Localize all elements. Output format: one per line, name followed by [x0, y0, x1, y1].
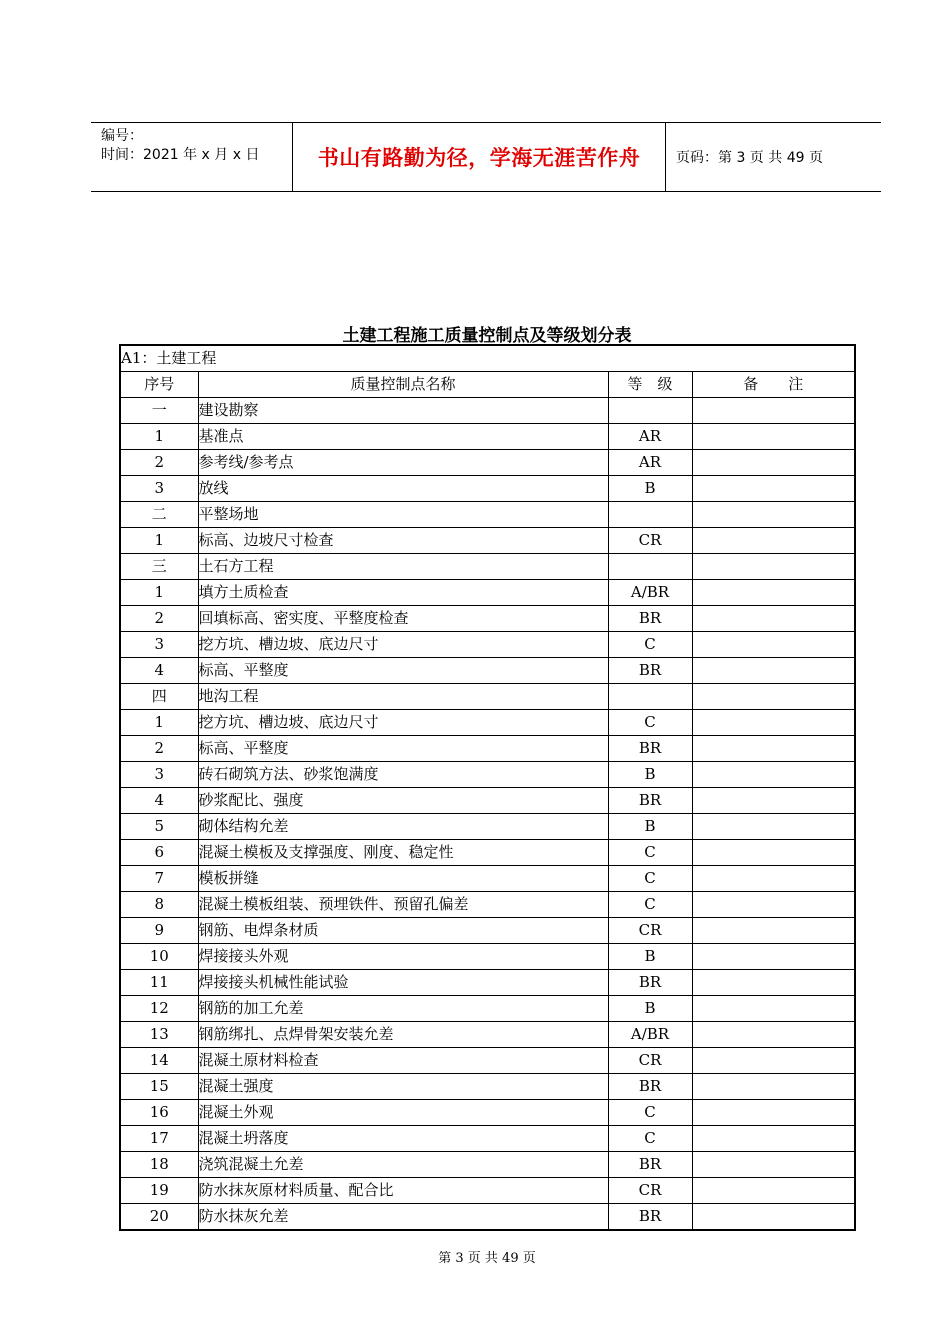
row-number: 11 [120, 970, 198, 996]
row-number: 13 [120, 1022, 198, 1048]
row-name: 混凝土模板组装、预埋铁件、预留孔偏差 [198, 892, 608, 918]
row-name: 挖方坑、槽边坡、底边尺寸 [198, 710, 608, 736]
table-row [120, 814, 855, 840]
row-remark [692, 736, 855, 762]
row-grade: BR [608, 1074, 692, 1100]
row-grade: C [608, 632, 692, 658]
table-row [120, 1178, 855, 1204]
table-row [120, 840, 855, 866]
row-name: 模板拼缝 [198, 866, 608, 892]
row-number: 2 [120, 606, 198, 632]
row-grade: B [608, 762, 692, 788]
row-number: 2 [120, 450, 198, 476]
row-name: 标高、平整度 [198, 658, 608, 684]
row-name: 基准点 [198, 424, 608, 450]
row-name: 地沟工程 [198, 684, 608, 710]
row-remark [692, 398, 855, 424]
row-remark [692, 710, 855, 736]
row-name: 砖石砌筑方法、砂浆饱满度 [198, 762, 608, 788]
page-header [91, 122, 881, 192]
row-name: 填方土质检查 [198, 580, 608, 606]
row-grade: BR [608, 1204, 692, 1231]
column-header-grade: 等 级 [608, 372, 692, 398]
document-title: 土建工程施工质量控制点及等级划分表 [342, 326, 632, 346]
column-header-row [120, 372, 855, 398]
row-remark [692, 424, 855, 450]
row-remark [692, 1126, 855, 1152]
row-name: 焊接接头外观 [198, 944, 608, 970]
table-row [120, 1022, 855, 1048]
row-name: 砌体结构允差 [198, 814, 608, 840]
table-row [120, 632, 855, 658]
row-name: 标高、平整度 [198, 736, 608, 762]
row-name: 放线 [198, 476, 608, 502]
row-remark [692, 658, 855, 684]
row-grade: C [608, 1126, 692, 1152]
table-row [120, 658, 855, 684]
row-number: 3 [120, 762, 198, 788]
row-number: 10 [120, 944, 198, 970]
row-remark [692, 450, 855, 476]
table-row [120, 606, 855, 632]
row-grade: CR [608, 1048, 692, 1074]
table-row [120, 866, 855, 892]
time-label: 时间：2021 年 x 月 x 日 [101, 147, 260, 163]
table-row [120, 528, 855, 554]
row-name: 钢筋、电焊条材质 [198, 918, 608, 944]
row-name: 混凝土强度 [198, 1074, 608, 1100]
row-name: 回填标高、密实度、平整度检查 [198, 606, 608, 632]
row-remark [692, 1152, 855, 1178]
row-remark [692, 762, 855, 788]
row-grade [608, 398, 692, 424]
table-row [120, 1126, 855, 1152]
row-grade: B [608, 476, 692, 502]
row-name: 标高、边坡尺寸检查 [198, 528, 608, 554]
table-row [120, 684, 855, 710]
table-row [120, 398, 855, 424]
row-number: 3 [120, 632, 198, 658]
row-grade: B [608, 814, 692, 840]
row-number: 1 [120, 580, 198, 606]
row-number: 1 [120, 424, 198, 450]
row-name: 浇筑混凝土允差 [198, 1152, 608, 1178]
column-header-no: 序号 [120, 372, 198, 398]
table-row [120, 1204, 855, 1231]
row-name: 防水抹灰原材料质量、配合比 [198, 1178, 608, 1204]
table-row [120, 762, 855, 788]
number-label: 编号： [101, 128, 143, 144]
row-name: 钢筋绑扎、点焊骨架安装允差 [198, 1022, 608, 1048]
row-remark [692, 684, 855, 710]
row-number: 4 [120, 658, 198, 684]
row-name: 钢筋的加工允差 [198, 996, 608, 1022]
row-remark [692, 1022, 855, 1048]
row-grade: BR [608, 1152, 692, 1178]
header-motto: 书山有路勤为径，学海无涯苦作舟 [293, 123, 666, 191]
row-number: 5 [120, 814, 198, 840]
row-number: 一 [120, 398, 198, 424]
header-page-info: 页码：第 3 页 共 49 页 [676, 150, 823, 166]
row-grade: C [608, 1100, 692, 1126]
row-name: 砂浆配比、强度 [198, 788, 608, 814]
row-number: 1 [120, 528, 198, 554]
column-header-name: 质量控制点名称 [198, 372, 608, 398]
row-grade: C [608, 840, 692, 866]
row-remark [692, 892, 855, 918]
row-remark [692, 918, 855, 944]
row-grade: CR [608, 1178, 692, 1204]
section-title: A1：土建工程 [120, 345, 855, 372]
row-name: 土石方工程 [198, 554, 608, 580]
row-number: 6 [120, 840, 198, 866]
row-grade [608, 684, 692, 710]
table-row [120, 502, 855, 528]
row-remark [692, 476, 855, 502]
row-grade: BR [608, 788, 692, 814]
row-grade: B [608, 996, 692, 1022]
row-grade: BR [608, 970, 692, 996]
row-grade [608, 502, 692, 528]
row-number: 9 [120, 918, 198, 944]
row-name: 焊接接头机械性能试验 [198, 970, 608, 996]
row-grade: A/BR [608, 1022, 692, 1048]
row-remark [692, 1100, 855, 1126]
table-row [120, 944, 855, 970]
row-number: 7 [120, 866, 198, 892]
table-row [120, 554, 855, 580]
page-footer: 第 3 页 共 49 页 [438, 1251, 536, 1266]
row-remark [692, 1204, 855, 1231]
row-name: 挖方坑、槽边坡、底边尺寸 [198, 632, 608, 658]
row-grade: A/BR [608, 580, 692, 606]
row-grade: B [608, 944, 692, 970]
row-grade: BR [608, 658, 692, 684]
row-remark [692, 606, 855, 632]
row-number: 2 [120, 736, 198, 762]
row-remark [692, 1048, 855, 1074]
row-name: 混凝土外观 [198, 1100, 608, 1126]
table-row [120, 1152, 855, 1178]
row-grade [608, 554, 692, 580]
table-row [120, 1048, 855, 1074]
table-row [120, 710, 855, 736]
row-remark [692, 970, 855, 996]
row-grade: BR [608, 736, 692, 762]
row-name: 混凝土模板及支撑强度、刚度、稳定性 [198, 840, 608, 866]
row-number: 12 [120, 996, 198, 1022]
row-name: 混凝土坍落度 [198, 1126, 608, 1152]
row-number: 4 [120, 788, 198, 814]
table-row [120, 788, 855, 814]
table-row [120, 996, 855, 1022]
row-remark [692, 866, 855, 892]
row-number: 二 [120, 502, 198, 528]
row-number: 18 [120, 1152, 198, 1178]
row-number: 20 [120, 1204, 198, 1231]
row-remark [692, 528, 855, 554]
row-grade: C [608, 866, 692, 892]
row-grade: C [608, 892, 692, 918]
row-name: 混凝土原材料检查 [198, 1048, 608, 1074]
table-row [120, 450, 855, 476]
row-number: 三 [120, 554, 198, 580]
row-remark [692, 632, 855, 658]
row-remark [692, 1074, 855, 1100]
row-grade: CR [608, 918, 692, 944]
row-number: 19 [120, 1178, 198, 1204]
table-row [120, 892, 855, 918]
row-remark [692, 996, 855, 1022]
table-row [120, 1100, 855, 1126]
row-remark [692, 788, 855, 814]
table-row [120, 970, 855, 996]
row-remark [692, 1178, 855, 1204]
row-number: 14 [120, 1048, 198, 1074]
row-grade: BR [608, 606, 692, 632]
column-header-remark: 备 注 [692, 372, 855, 398]
row-grade: C [608, 710, 692, 736]
row-number: 16 [120, 1100, 198, 1126]
row-grade: AR [608, 424, 692, 450]
row-remark [692, 840, 855, 866]
row-grade: AR [608, 450, 692, 476]
row-name: 参考线/参考点 [198, 450, 608, 476]
row-remark [692, 814, 855, 840]
row-name: 防水抹灰允差 [198, 1204, 608, 1231]
header-meta [91, 123, 293, 191]
row-name: 建设勘察 [198, 398, 608, 424]
table-row [120, 424, 855, 450]
row-grade: CR [608, 528, 692, 554]
quality-control-table [119, 344, 856, 1231]
row-remark [692, 580, 855, 606]
row-number: 1 [120, 710, 198, 736]
table-row [120, 476, 855, 502]
table-row [120, 736, 855, 762]
table-row [120, 918, 855, 944]
row-remark [692, 944, 855, 970]
row-name: 平整场地 [198, 502, 608, 528]
row-number: 3 [120, 476, 198, 502]
row-remark [692, 554, 855, 580]
row-number: 四 [120, 684, 198, 710]
table-row [120, 580, 855, 606]
table-row [120, 1074, 855, 1100]
section-row [120, 345, 855, 372]
row-number: 17 [120, 1126, 198, 1152]
row-remark [692, 502, 855, 528]
row-number: 8 [120, 892, 198, 918]
row-number: 15 [120, 1074, 198, 1100]
